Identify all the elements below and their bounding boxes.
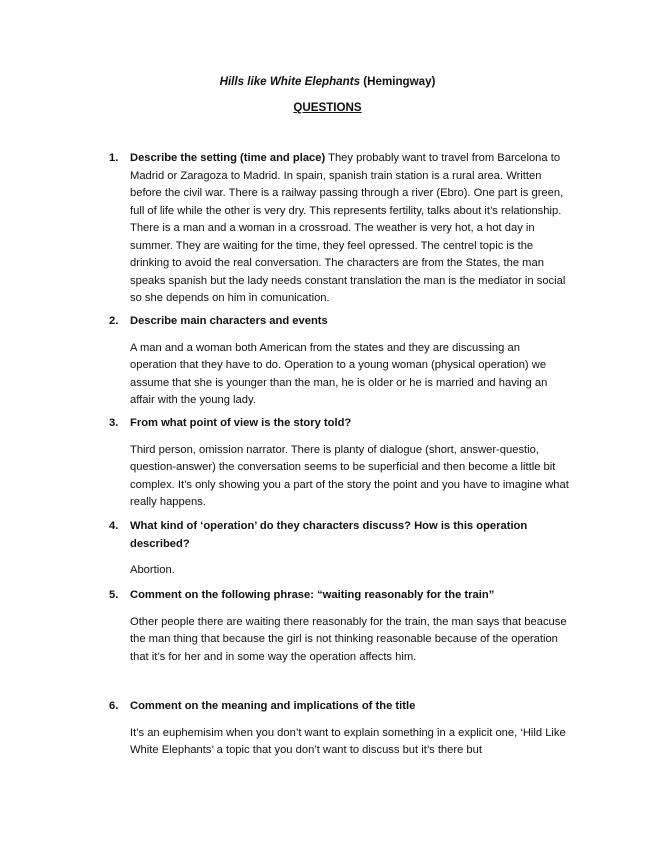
question-number: 5. xyxy=(109,589,119,601)
question-number: 6. xyxy=(109,700,119,712)
questions-heading: QUESTIONS xyxy=(293,101,362,114)
question-text: Describe main characters and events xyxy=(130,315,328,327)
story-title: Hills like White Elephants xyxy=(219,75,361,88)
question-item xyxy=(109,518,569,580)
question-text: Describe the setting (time and place) xyxy=(130,152,326,164)
answer-text: Other people there are waiting there reasonably for the train, the man says that beacuse the man thing that because the girl is not thinking reasonable because of the operation that it’s for her and in some way the operation affects him. xyxy=(130,615,567,663)
question-text: Comment on the following phrase: “waiting reasonably for the train” xyxy=(130,589,495,601)
question-item xyxy=(109,150,569,308)
question-text: What kind of ‘operation’ do they characters discuss? How is this operation described? xyxy=(130,520,528,550)
question-number: 2. xyxy=(109,315,119,327)
question-number: 4. xyxy=(109,520,119,532)
answer-text: It’s an euphemisim when you don’t want to explain something in a explicit one, ‘Hild Like White Elephants’ a topic that you don’t want to discuss but it’s there but xyxy=(130,726,566,756)
question-item xyxy=(109,587,569,666)
document-title xyxy=(0,74,655,90)
answer-text: Third person, omission narrator. There is planty of dialogue (short, answer-questio, question-answer) the conversation seems to be superficial and then become a little bit complex. It’s only showing you a part of the story the point and you have to imagine what really happens. xyxy=(130,443,569,508)
answer-text: A man and a woman both American from the states and they are discussing an operation that they have to do. Operation to a young woman (physical operation) we assume that she is younger than the man, he is older or he is married and having an affair with the young lady. xyxy=(130,341,548,406)
answer-text: They probably want to travel from Barcelona to Madrid or Zaragoza to Madrid. In spain, spanish train station is a rural area. Written before the civil war. There is a railway passing through a river (Ebro). One part is green, full of life while the other is very dry. This represents fertility, talks about it’s relationship. There is a man and a woman in a crossroad. The weather is very hot, a hot day in summer. They are waiting for the time, they feel opressed. The centrel topic is the drinking to avoid the real conversation. The characters are from the States, the man speaks spanish but the lady needs constant translation the man is the mediator in social so she depends on him in comunication. xyxy=(130,152,566,304)
question-text: From what point of view is the story told? xyxy=(130,417,352,429)
question-number: 1. xyxy=(109,152,119,164)
question-item xyxy=(109,415,569,512)
question-item xyxy=(109,313,569,410)
question-number: 3. xyxy=(109,417,119,429)
question-item xyxy=(109,698,569,760)
author-name: (Hemingway) xyxy=(363,75,436,88)
question-text: Comment on the meaning and implications of the title xyxy=(130,700,416,712)
answer-text: Abortion. xyxy=(130,564,175,576)
